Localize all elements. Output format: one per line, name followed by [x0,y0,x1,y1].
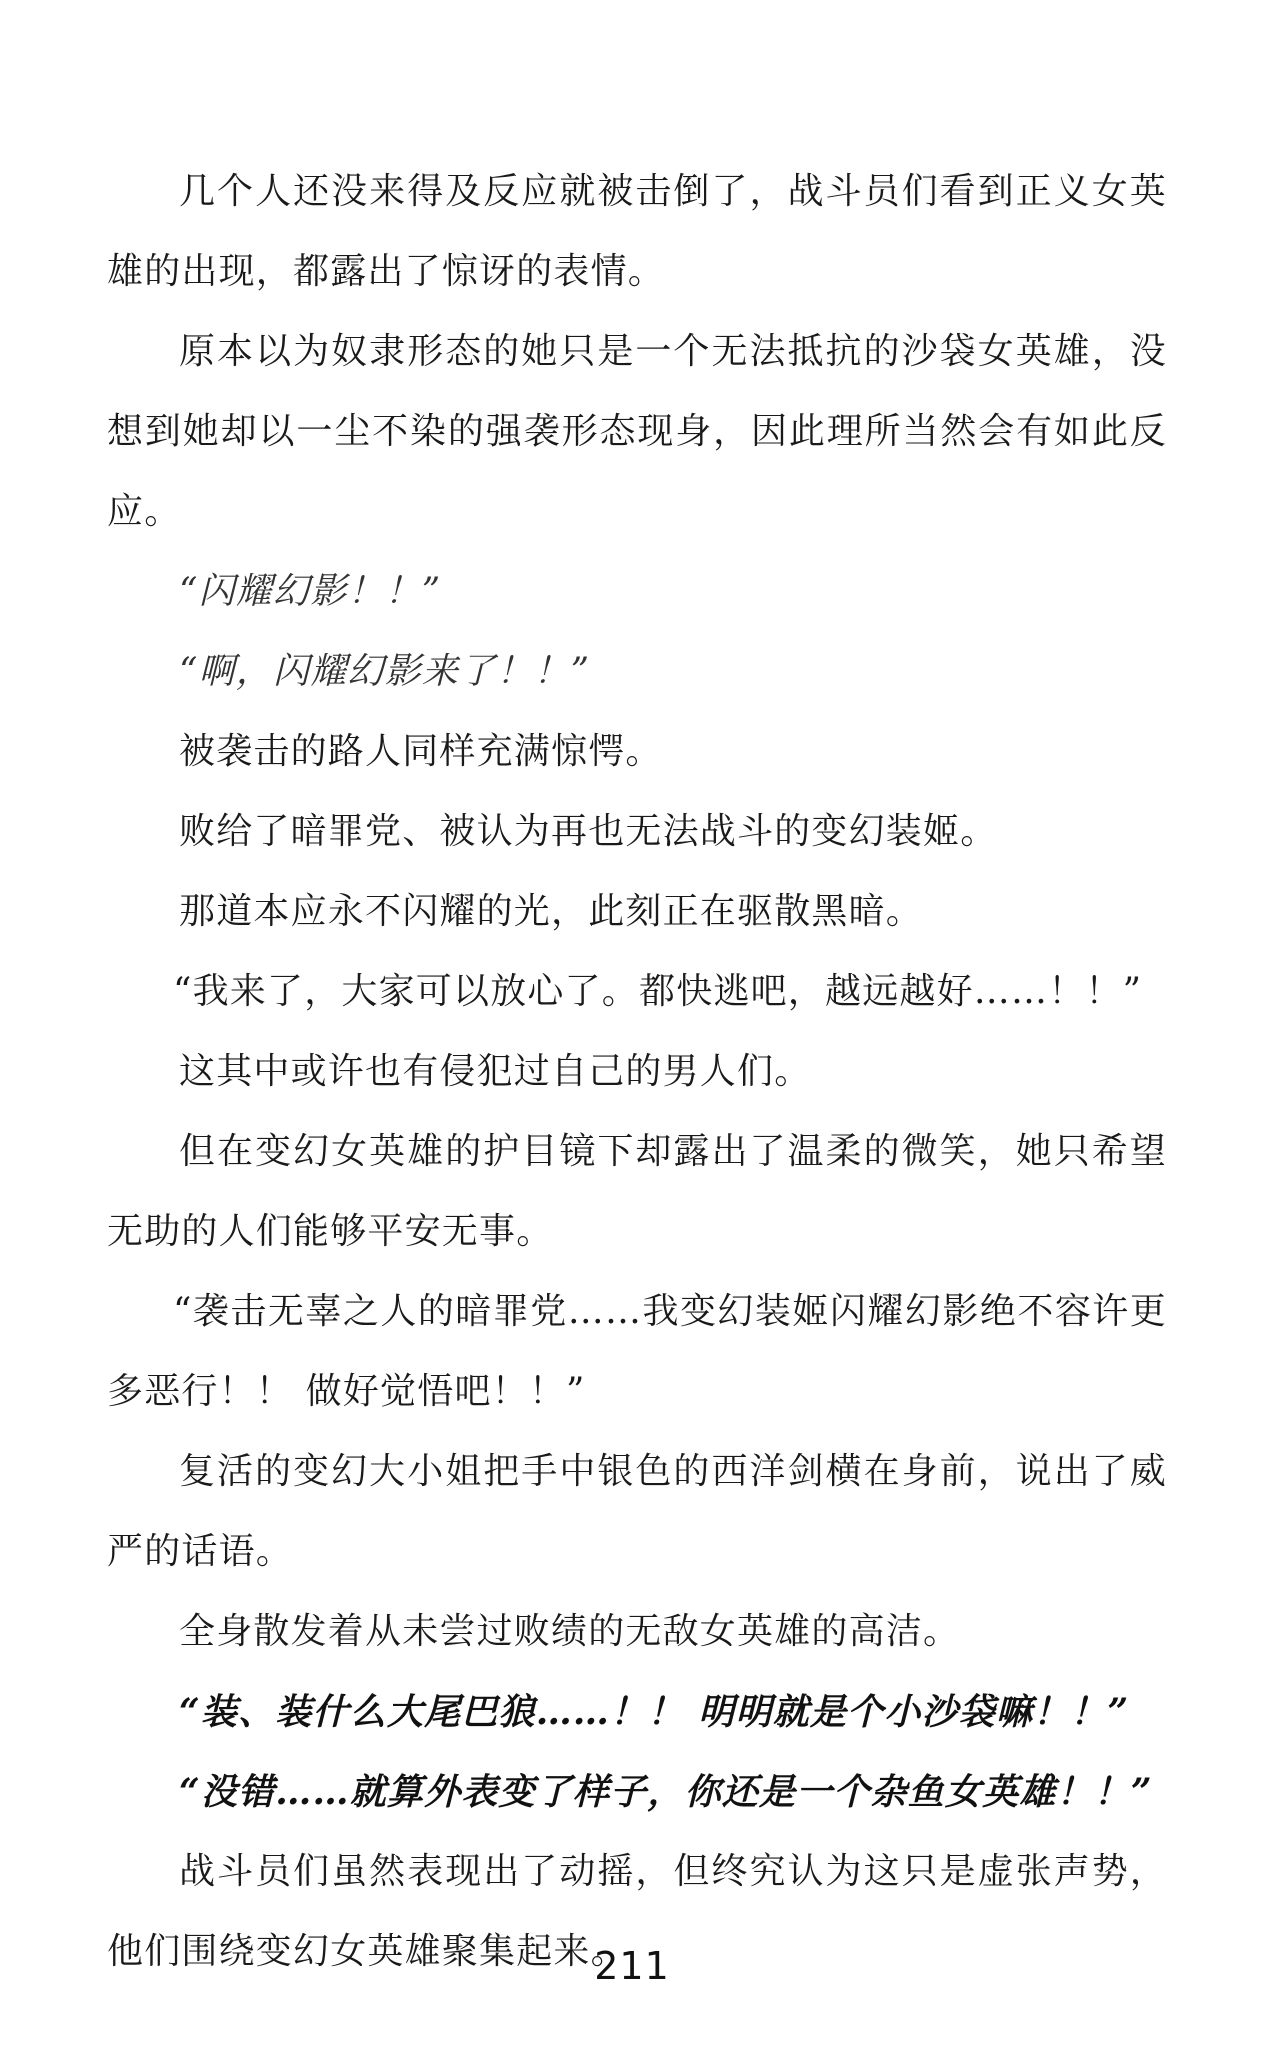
paragraph: 复活的变幻大小姐把手中银色的西洋剑横在身前，说出了威严的话语。 [107,1451,1167,1572]
enemy-quote: “闪耀幻影！！” [179,571,442,612]
paragraph: 原本以为奴隶形态的她只是一个无法抵抗的沙袋女英雄，没想到她却以一尘不染的强袭形态现身，因此理所当然会有如此反应。 [107,331,1167,532]
enemy-quote: “装、装什么大尾巴狼……！！ 明明就是个小沙袋嘛！！” [179,1691,1130,1733]
enemy-quote: “啊，闪耀幻影来了！！” [179,651,591,692]
heroine-quote: “袭击无辜之人的暗罪党……我变幻装姬闪耀幻影绝不容许更多恶行！！ 做好觉悟吧！！” [107,1291,1167,1412]
paragraph: 败给了暗罪党、被认为再也无法战斗的变幻装姬。 [179,811,998,852]
enemy-quote: “没错……就算外表变了样子，你还是一个杂鱼女英雄！！” [179,1771,1153,1813]
paragraph: 这其中或许也有侵犯过自己的男人们。 [179,1051,812,1092]
heroine-quote: “我来了，大家可以放心了。都快逃吧，越远越好……！！” [173,971,1143,1012]
paragraph: 战斗员们虽然表现出了动摇，但终究认为这只是虚张声势，他们围绕变幻女英雄聚集起来。 [107,1851,1167,1972]
body-text [107,152,1167,1992]
paragraph: 被袭击的路人同样充满惊愕。 [179,731,663,772]
paragraph: 全身散发着从未尝过败绩的无敌女英雄的高洁。 [179,1611,961,1652]
paragraph: 但在变幻女英雄的护目镜下却露出了温柔的微笑，她只希望无助的人们能够平安无事。 [107,1131,1167,1252]
paragraph: 那道本应永不闪耀的光，此刻正在驱散黑暗。 [179,891,924,932]
paragraph: 几个人还没来得及反应就被击倒了，战斗员们看到正义女英雄的出现，都露出了惊讶的表情。 [107,171,1167,292]
page-number: 211 [594,1944,670,1988]
